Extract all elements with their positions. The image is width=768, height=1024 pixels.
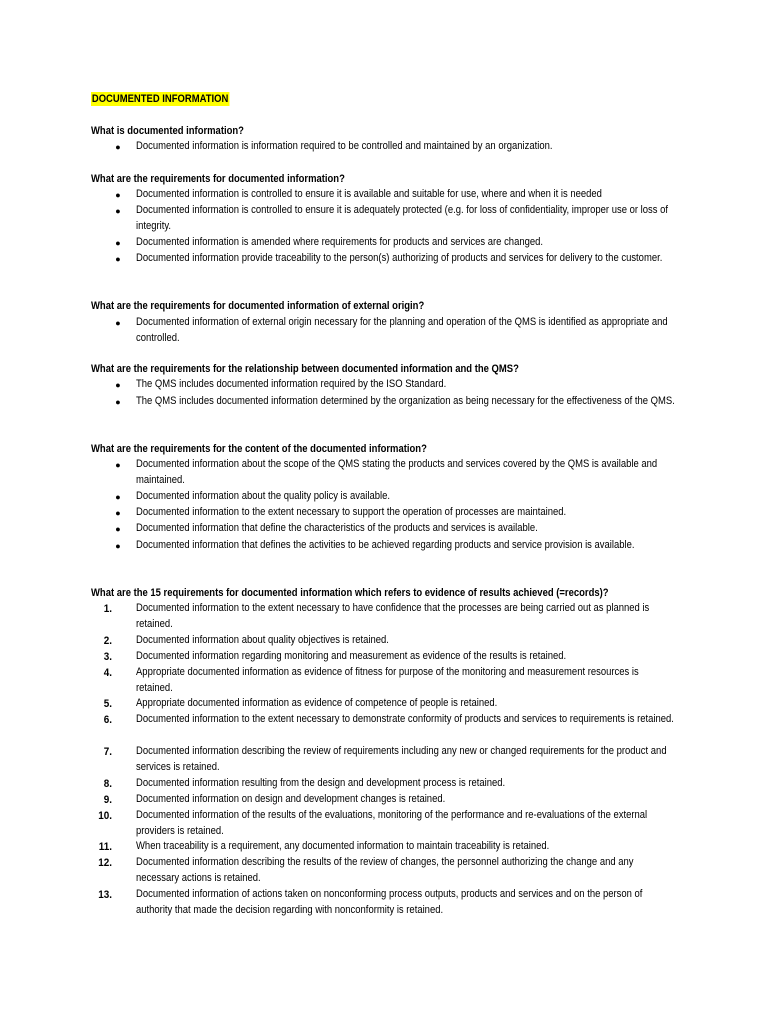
- bullet-icon: ●: [115, 508, 121, 518]
- bullet-icon: ●: [115, 380, 121, 390]
- bullet-icon: ●: [115, 460, 121, 470]
- list-item-text: Documented information provide traceability to the person(s) authorizing of products and services for delivery to the customer.: [136, 252, 663, 264]
- list-item-text: Documented information to the extent necessary to support the operation of processes are maintained.: [136, 506, 567, 518]
- document-title: DOCUMENTED INFORMATION: [91, 93, 229, 105]
- bullet-icon: ●: [115, 492, 121, 502]
- list-item-text: Documented information of actions taken on nonconforming process outputs, products and services and on the person of authority that made the decision regarding with nonconformity is retained.: [136, 888, 643, 916]
- bullet-icon: ●: [115, 190, 121, 200]
- list-item-text: Documented information of external origin necessary for the planning and operation of the QMS is identified as appropriate and controlled.: [136, 316, 668, 344]
- section-question: What are the 15 requirements for documented information which refers to evidence of results achieved (=records)?: [91, 587, 609, 599]
- bullet-icon: ●: [115, 238, 121, 248]
- list-item-text: The QMS includes documented information determined by the organization as being necessary for the effectiveness of the QMS.: [136, 395, 675, 407]
- section-question: What is documented information?: [91, 125, 244, 137]
- section-question: What are the requirements for documented information of external origin?: [91, 300, 425, 312]
- list-item-text: Documented information resulting from the design and development process is retained.: [136, 777, 506, 789]
- list-item-text: Documented information on design and development changes is retained.: [136, 793, 446, 805]
- item-number: 12.: [98, 857, 112, 869]
- list-item-text: Documented information is controlled to ensure it is adequately protected (e.g. for loss of confidentiality, improper use or loss of integrity.: [136, 204, 668, 232]
- item-number: 4.: [103, 667, 112, 679]
- list-item-text: The QMS includes documented information required by the ISO Standard.: [136, 378, 447, 390]
- item-number: 7.: [103, 746, 112, 758]
- bullet-icon: ●: [115, 142, 121, 152]
- list-item-text: Documented information to the extent necessary to demonstrate conformity of products and services to requirements is retained.: [136, 713, 674, 725]
- list-item-text: Documented information about the quality policy is available.: [136, 490, 390, 502]
- list-item-text: Documented information about quality objectives is retained.: [136, 634, 389, 646]
- item-number: 11.: [98, 841, 112, 853]
- item-number: 3.: [103, 651, 112, 663]
- item-number: 10.: [98, 810, 112, 822]
- item-number: 8.: [103, 778, 112, 790]
- bullet-icon: ●: [115, 397, 121, 407]
- list-item-text: Documented information is amended where requirements for products and services are changed.: [136, 236, 544, 248]
- section-question: What are the requirements for documented information?: [91, 173, 345, 185]
- section-question: What are the requirements for the relationship between documented information and the QMS?: [91, 363, 519, 375]
- bullet-icon: ●: [115, 254, 121, 264]
- list-item-text: Documented information regarding monitoring and measurement as evidence of the results is retained.: [136, 650, 567, 662]
- list-item-text: Documented information about the scope of the QMS stating the products and services covered by the QMS is available and maintained.: [136, 458, 658, 486]
- list-item-text: Documented information describing the review of requirements including any new or changed requirements for the product and services is retained.: [136, 745, 667, 773]
- list-item-text: Documented information that defines the activities to be achieved regarding products and service provision is available.: [136, 539, 635, 551]
- bullet-icon: ●: [115, 206, 121, 216]
- list-item-text: Documented information describing the results of the review of changes, the personnel authorizing the change and any necessary actions is retained.: [136, 856, 634, 884]
- item-number: 5.: [103, 698, 112, 710]
- item-number: 6.: [103, 714, 112, 726]
- bullet-icon: ●: [115, 541, 121, 551]
- list-item-text: When traceability is a requirement, any documented information to maintain traceability is retained.: [136, 840, 550, 852]
- list-item-text: Appropriate documented information as evidence of fitness for purpose of the monitoring and measurement resources is retained.: [136, 666, 639, 694]
- list-item-text: Documented information is information required to be controlled and maintained by an organization.: [136, 140, 553, 152]
- list-item-text: Documented information is controlled to ensure it is available and suitable for use, where and when it is needed: [136, 188, 602, 200]
- item-number: 2.: [103, 635, 112, 647]
- list-item-text: Appropriate documented information as evidence of competence of people is retained.: [136, 697, 498, 709]
- item-number: 1.: [103, 603, 112, 615]
- list-item-text: Documented information of the results of the evaluations, monitoring of the performance and re-evaluations of the external providers is retained.: [136, 809, 648, 837]
- list-item-text: Documented information to the extent necessary to have confidence that the processes are being carried out as planned is retained.: [136, 602, 650, 630]
- item-number: 13.: [98, 889, 112, 901]
- section-question: What are the requirements for the content of the documented information?: [91, 443, 427, 455]
- bullet-icon: ●: [115, 318, 121, 328]
- list-item-text: Documented information that define the characteristics of the products and services is available.: [136, 522, 538, 534]
- item-number: 9.: [103, 794, 112, 806]
- bullet-icon: ●: [115, 524, 121, 534]
